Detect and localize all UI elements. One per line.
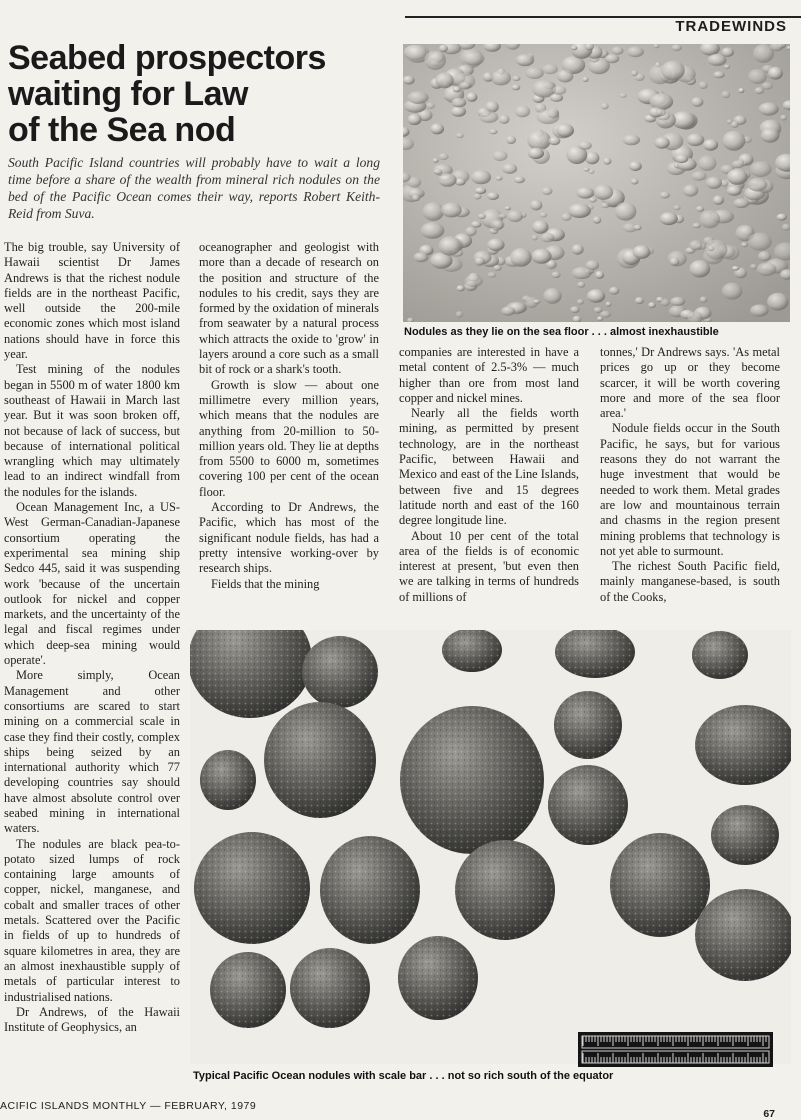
pebble [487, 192, 499, 200]
pebble [593, 216, 602, 224]
pebble [507, 210, 523, 222]
pebble [748, 178, 768, 192]
pebble [732, 266, 740, 271]
pebble [683, 185, 698, 197]
nodule-texture [548, 765, 628, 845]
pebble [733, 198, 749, 208]
pebble [650, 93, 674, 110]
pebble [648, 302, 656, 308]
pebble [568, 203, 591, 218]
pebble [571, 46, 578, 51]
pebble [578, 141, 592, 150]
paragraph: More simply, Ocean Management and other consortiums are scared to start mining on a commercial scale in case they find their costly, complex ships being seized by an international authority which 77 developing countries say should have almost absolute control over seabed mining in international waters. [4, 668, 180, 836]
headline-line-3: of the Sea nod [8, 111, 236, 149]
pebble [700, 296, 708, 302]
pebble [741, 242, 748, 247]
pebble [759, 102, 779, 115]
pebble [732, 160, 745, 168]
pebble [492, 151, 507, 162]
pebble [594, 184, 614, 200]
pebble [514, 176, 525, 183]
nodule-texture [290, 948, 370, 1028]
pebble [464, 275, 483, 287]
pebble [533, 299, 540, 303]
pebble [750, 264, 757, 269]
pebble [731, 121, 739, 128]
pebble [512, 85, 521, 91]
pebble [631, 179, 639, 185]
pebble [750, 304, 769, 316]
paragraph: companies are interested in have a metal content of 2.5-3% — much higher than ore from most land copper and nickel mines. [399, 345, 579, 405]
pebble [491, 70, 511, 85]
pebble [466, 92, 477, 102]
paragraph: The richest South Pacific field, mainly manganese-based, is south of the Cooks, [600, 559, 780, 604]
pebble [480, 111, 499, 123]
section-tag: TRADEWINDS [675, 18, 787, 35]
pebble [713, 71, 724, 78]
pebble [439, 153, 449, 160]
pebble [435, 73, 453, 89]
pebble [623, 135, 640, 146]
headline-line-2: waiting for Law [8, 75, 248, 113]
pebble [615, 202, 637, 221]
pebble [457, 285, 465, 291]
pebble [423, 202, 444, 221]
pebble [463, 52, 485, 66]
pebble [767, 293, 788, 311]
pebble [536, 109, 559, 124]
paragraph: tonnes,' Dr Andrews says. 'As metal prices go up or they become scarcer, it will be worth covering more and more of the sea floor area.' [600, 345, 780, 421]
pebble [493, 265, 501, 271]
pebble [531, 249, 551, 264]
nodules-illustration [190, 630, 791, 1064]
pebble [515, 106, 530, 118]
headline-line-1: Seabed prospectors [8, 39, 326, 77]
pebble [498, 214, 507, 219]
article-column-3 [399, 345, 579, 631]
nodule-texture [320, 836, 420, 944]
pebble [673, 205, 680, 210]
pebble [699, 210, 720, 228]
pebble [727, 186, 742, 196]
pebble [689, 260, 710, 277]
paragraph: Nodule fields occur in the South Pacific, he says, but for various reasons they do not warrant the huge investment that would be needed to work them. Metal grades are low and mountainous terrain and chasms in the region present mining problems that technology is not yet able to surmount. [600, 421, 780, 558]
pebble [530, 200, 542, 210]
pebble [557, 70, 573, 83]
pebble [594, 307, 603, 313]
pebble [691, 171, 706, 180]
pebble [693, 223, 701, 229]
pebble [727, 169, 748, 185]
pebble [430, 123, 444, 134]
pebble [439, 173, 457, 186]
seafloor-photo [403, 44, 790, 322]
paragraph: Dr Andrews, of the Hawaii Institute of Geophysics, an [4, 1004, 180, 1035]
pebble [762, 82, 773, 89]
pebble [456, 133, 464, 139]
pebble [456, 311, 463, 317]
pebble [758, 251, 771, 261]
pebble [542, 64, 557, 74]
pebble [698, 156, 717, 171]
pebble [501, 306, 515, 315]
pebble [661, 61, 684, 81]
nodule-texture [400, 706, 544, 854]
pebble [489, 129, 497, 134]
pebble [601, 202, 609, 208]
pebble [654, 137, 669, 149]
pebble [689, 240, 702, 250]
pebble [499, 115, 510, 124]
nodule-texture [210, 952, 286, 1028]
pebble [660, 212, 678, 225]
pebble [471, 170, 491, 184]
pebble [426, 102, 435, 109]
pebble [777, 214, 787, 221]
pebble [527, 130, 551, 150]
pebble [490, 219, 503, 230]
pebble [475, 187, 487, 194]
nodule-texture [695, 705, 791, 785]
pebble [612, 47, 624, 55]
pebble [672, 44, 682, 51]
paragraph: Growth is slow — about one millimetre every million years, which means that the nodules are anything from 20-million to 50-million years old. They lie at depths from 5500 to 6000 m, sometimes covering 100 per cent of the ocean floor. [199, 377, 379, 499]
pebble [556, 124, 574, 137]
pebble [660, 299, 669, 307]
pebble [656, 109, 666, 117]
paragraph: Fields that the mining [211, 576, 320, 591]
pebble [748, 233, 772, 251]
pebble [441, 203, 462, 218]
pebble [603, 158, 611, 165]
pebble [687, 134, 705, 147]
nodule-texture [194, 832, 310, 944]
pebble [403, 76, 415, 85]
pebble [722, 131, 745, 151]
pebble [721, 91, 730, 99]
pebble [502, 164, 517, 174]
pebble [549, 137, 561, 146]
pebble [605, 54, 619, 63]
pebble [600, 311, 611, 318]
pebble [532, 220, 548, 234]
pebble [670, 297, 685, 306]
pebble [451, 106, 466, 116]
pebble [761, 129, 780, 143]
pebble [634, 225, 642, 231]
pebble [750, 161, 772, 177]
scale-bar-ticks [578, 1032, 773, 1067]
pebble [629, 161, 642, 171]
pebble [550, 94, 563, 102]
pebble [475, 257, 485, 266]
pebble [487, 239, 504, 252]
pebble [724, 65, 730, 69]
paragraph: The nodules are black pea-to-potato sized lumps of rock containing large amounts of copper, nickel, manganese, and cobalt and smaller traces of other metals. Scattered over the Pacific in fields of up to hundreds of square kilometres in area, they are an almost inexhaustible supply of metals of particular interest to industrialised nations. [4, 836, 180, 1004]
pebble [595, 271, 604, 279]
seafloor-caption: Nodules as they lie on the sea floor . . . almost inexhaustible [404, 326, 719, 338]
nodule-texture [302, 636, 378, 708]
pebble [675, 154, 688, 163]
pebble [721, 47, 734, 57]
pebble [541, 233, 555, 243]
pebble [780, 115, 787, 121]
pebble [691, 97, 703, 107]
pebble [412, 195, 420, 201]
pebble [708, 246, 715, 251]
pebble [408, 91, 429, 104]
pebble [542, 187, 553, 195]
pebble [577, 299, 584, 304]
pebble [516, 54, 534, 66]
pebble [474, 194, 482, 200]
paragraph: About 10 per cent of the total area of the fields is of economic interest at present, 'but even then we are talking in terms of hundreds of millions of [399, 528, 579, 604]
standfirst: South Pacific Island countries will probably have to wait a long time before a share of the wealth from mineral rich nodules on the bed of the Pacific Ocean comes their way, reports Robert Keith-Reid from Suva. [8, 155, 380, 221]
seafloor-texture [403, 44, 790, 322]
pebble [433, 158, 439, 163]
pebble [471, 221, 482, 228]
pebble [452, 98, 467, 108]
pebble [572, 267, 592, 279]
pebble [414, 252, 429, 262]
pebble [633, 245, 651, 259]
paragraph: Test mining of the nodules began in 5500 m of water 1800 km southeast of Hawaii in March last year. But it was soon broken off, not because of lack of success, but because of international political wrangling which may ultimately lead to an indirect windfall from the nodules for the islands. [4, 362, 180, 499]
nodule-texture [610, 833, 710, 937]
pebble [587, 289, 605, 302]
nodule-texture [398, 936, 478, 1020]
nodule-texture [264, 702, 376, 818]
page-number: 67 [763, 1108, 775, 1120]
pebble [532, 235, 538, 241]
pebble [439, 45, 448, 53]
pebble [713, 195, 724, 205]
pebble [543, 288, 561, 304]
pebble [670, 257, 680, 266]
paragraph: oceanographer and geologist with more than a decade of research on the position and structure of the nodules to his credit, says they are formed by the oxidation of minerals from seawater by a natural process which attracts the oxide to 'grow' in layers around a core such as a small bit of rock or a shark's tooth. [199, 240, 379, 377]
pebble [478, 214, 486, 220]
pebble [577, 282, 585, 288]
pebble [609, 287, 619, 295]
pebble [653, 44, 659, 48]
pebble [570, 306, 579, 313]
pebble [722, 283, 743, 300]
pebble [439, 236, 461, 255]
nodules-photo [190, 630, 791, 1064]
nodule-texture [442, 630, 502, 672]
pebble [756, 263, 776, 277]
pebble [505, 206, 511, 210]
pebble [696, 206, 704, 212]
footer-publication: ACIFIC ISLANDS MONTHLY — FEBRUARY, 1979 [0, 1100, 257, 1112]
pebble [553, 86, 567, 95]
pebble [512, 76, 520, 81]
pebble [424, 51, 446, 70]
pebble [703, 139, 718, 151]
pebble [433, 169, 442, 175]
pebble [465, 227, 476, 237]
pebble [551, 272, 560, 278]
paragraph: Ocean Management Inc, a US-West German-Canadian-Japanese consortium operating the experimental sea mining ship Sedco 445, said it was suspending work 'because of the uncertain outlook for nickel and copper markets, and the uncertainty of the legal and fiscal regimes under which deep-sea mining would operate'. [4, 500, 180, 668]
article-column-2 [199, 240, 379, 628]
pebble [408, 114, 422, 125]
pebble [631, 70, 638, 76]
pebble [738, 88, 744, 93]
pebble [768, 67, 783, 80]
article-column-4 [600, 345, 780, 631]
pebble [699, 81, 708, 89]
pebble [525, 67, 543, 79]
pebble [660, 192, 670, 199]
pebble [748, 69, 767, 84]
pebble [487, 272, 496, 278]
pebble [506, 136, 516, 144]
pebble [601, 103, 609, 110]
paragraph: Nearly all the fields worth mining, as permitted by present technology, are in the northeast Pacific, between Hawaii and Mexico and east of the Line Islands, between five and 15 degrees latitude north and east of the 160 degree longitude line. [399, 406, 579, 528]
scale-bar [578, 1032, 773, 1067]
pebble [620, 93, 627, 98]
pebble [459, 82, 471, 90]
pebble [495, 176, 502, 181]
pebble [627, 46, 644, 57]
pebble [582, 77, 588, 82]
pebble [635, 297, 644, 304]
pebble [755, 87, 764, 94]
paragraph: According to Dr Andrews, the Pacific, which has most of the significant nodule fields, has had a pretty intensive working-over by research ships. [199, 500, 379, 576]
paragraph: The big trouble, say University of Hawaii scientist Dr James Andrews is that the richest nodule fields are in the northeast Pacific, well outside the 200-mile economic zones which most island nations should have in force this year. [4, 240, 180, 362]
nodule-texture [455, 840, 555, 940]
article-column-1 [4, 240, 180, 1085]
pebble [706, 177, 722, 189]
pebble [606, 302, 612, 307]
pebble [572, 244, 584, 255]
pebble [583, 167, 589, 171]
nodule-texture [554, 691, 622, 759]
pebble [510, 248, 532, 267]
nodule-texture [711, 805, 779, 865]
headline [8, 40, 398, 148]
pebble [421, 222, 445, 238]
nodule-texture [200, 750, 256, 810]
pebble [589, 197, 597, 202]
pebble [528, 148, 544, 159]
pebble [576, 187, 594, 198]
pebble [540, 212, 548, 217]
nodule-texture [692, 631, 748, 679]
nodule-texture [695, 889, 791, 981]
nodules-caption: Typical Pacific Ocean nodules with scale bar . . . not so rich south of the equator [193, 1070, 614, 1082]
